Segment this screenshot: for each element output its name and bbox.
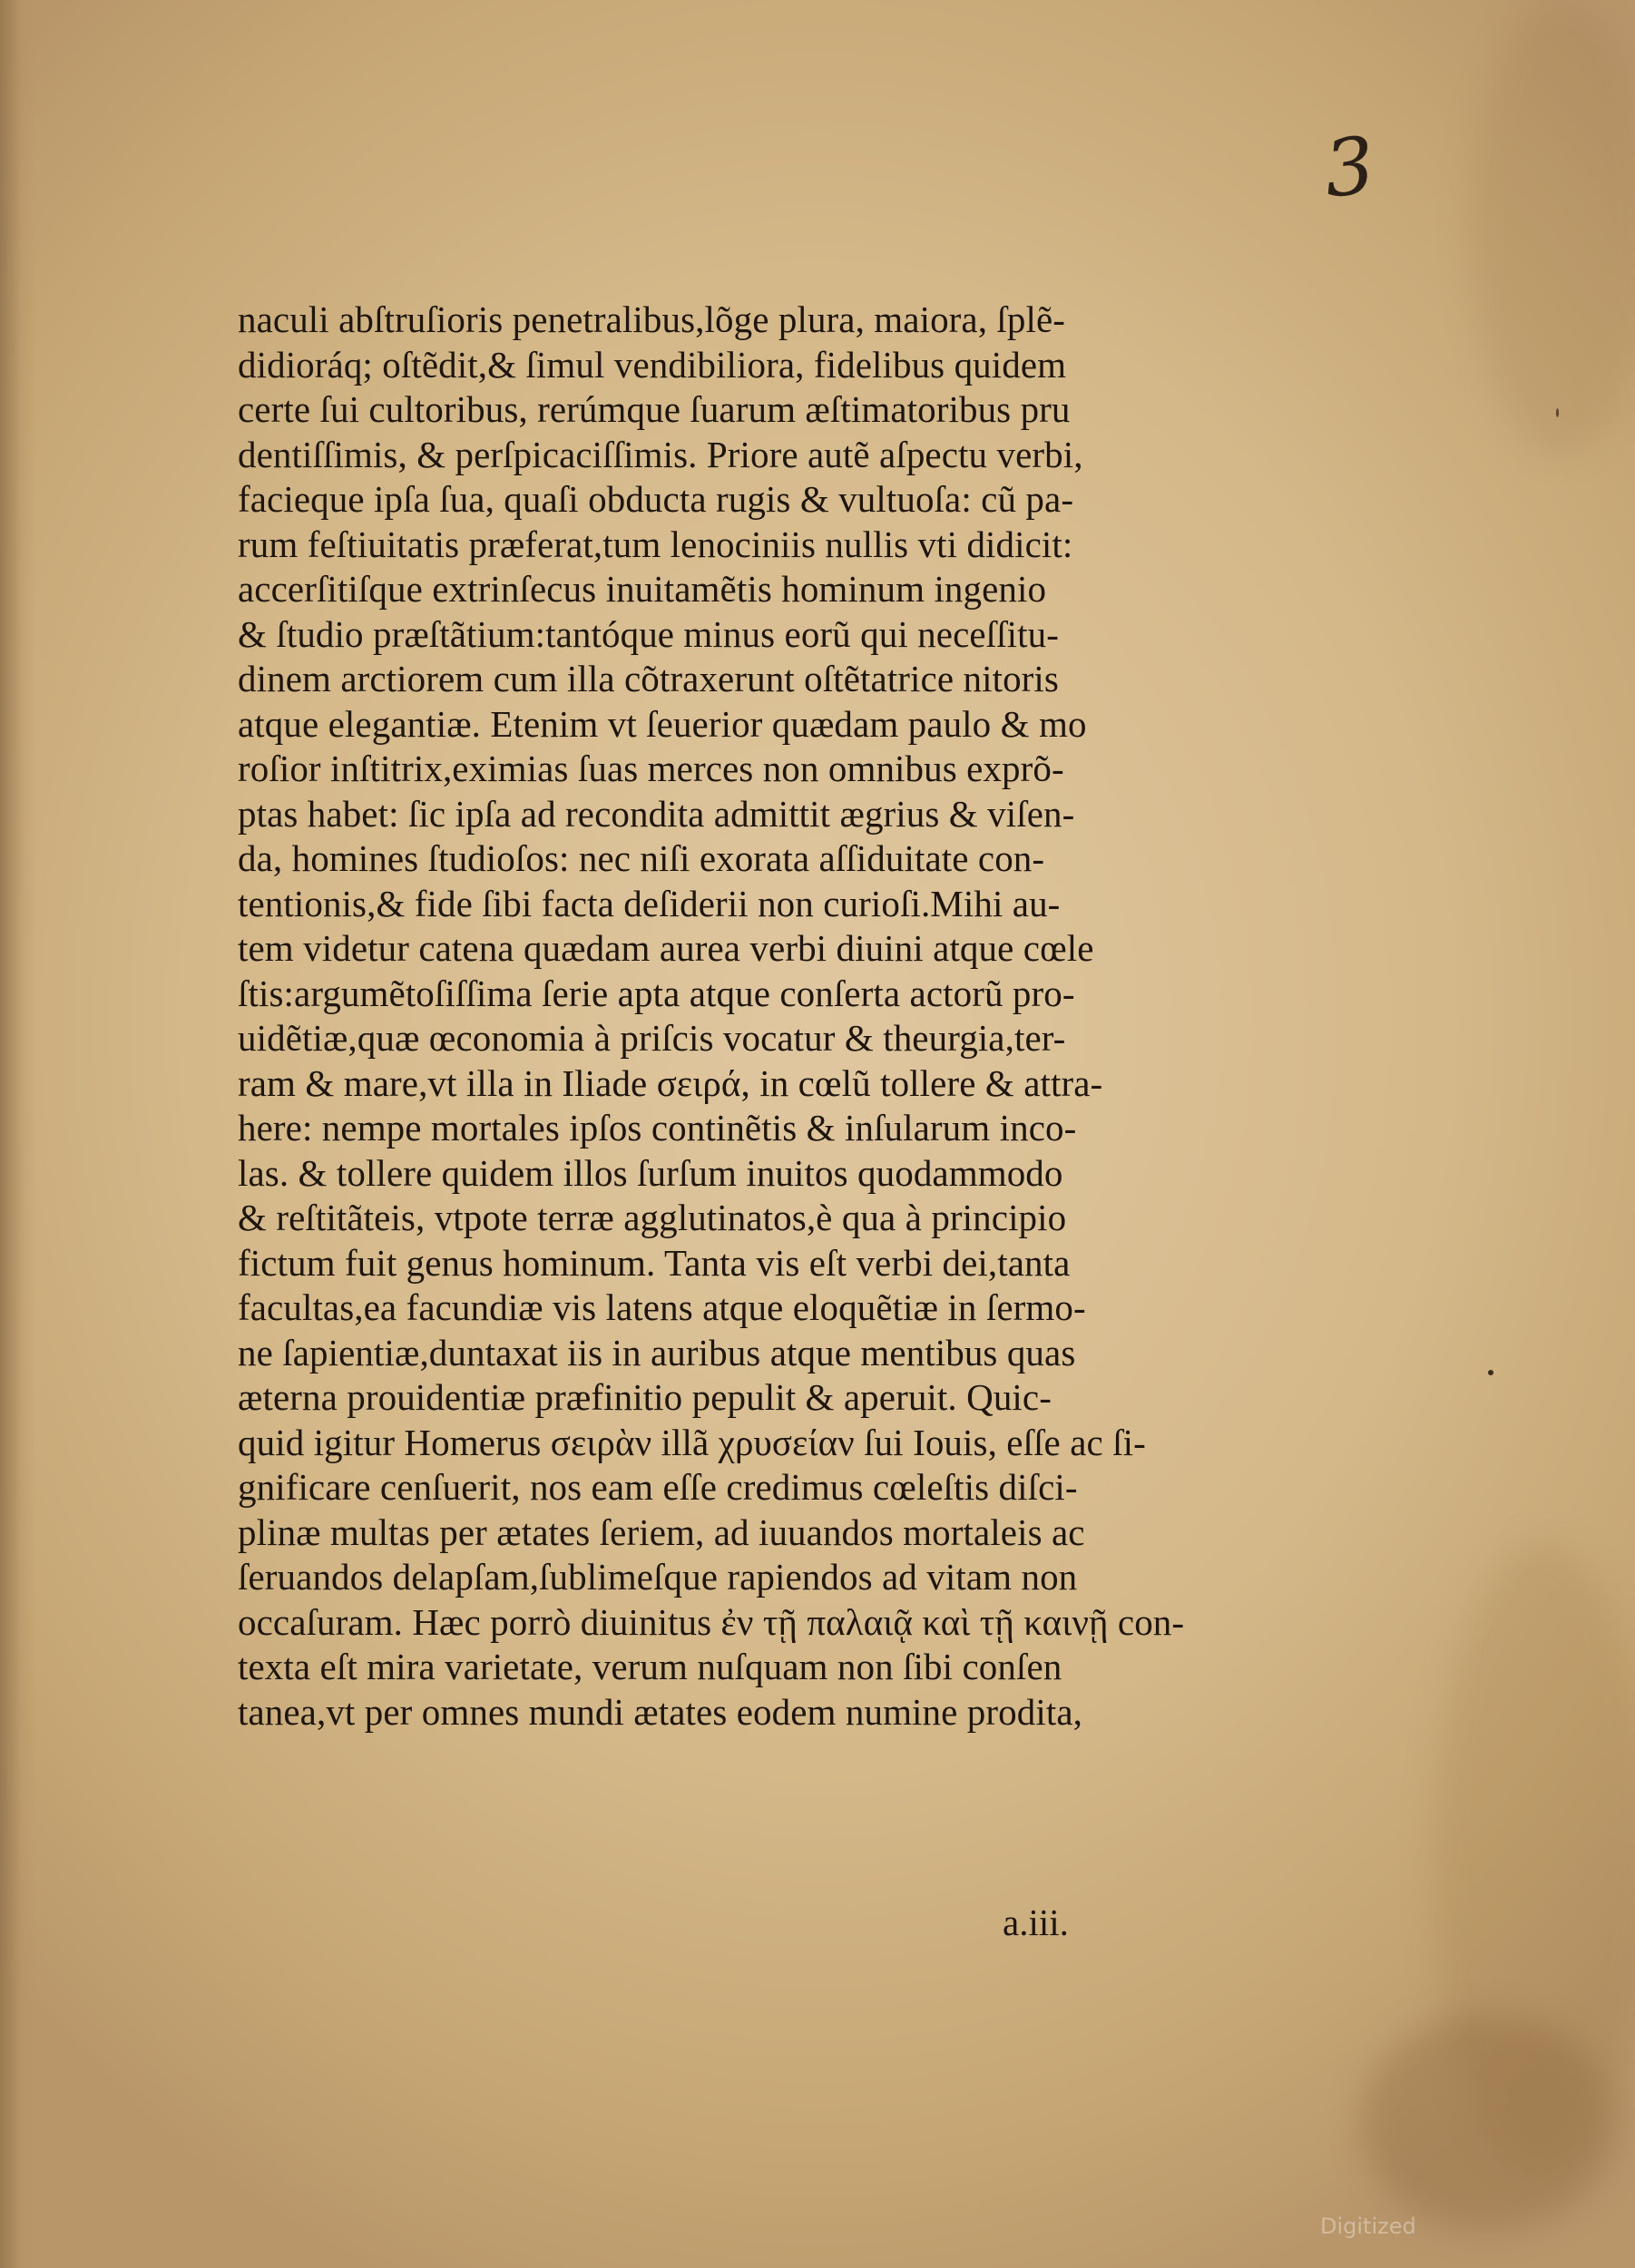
text-line: tentionis,& fide ſibi facta deſiderii non curioſi.Mihi au- — [238, 882, 1061, 924]
text-line: & ſtudio præſtãtium:tantóque minus eorũ qui neceſſitu- — [238, 612, 1059, 655]
text-line: occaſuram. Hæc porrò diuinitus ἐν τῇ παλαιᾷ καὶ τῇ καινῇ con- — [238, 1600, 1185, 1643]
text-line: gnificare cenſuerit, nos eam eſſe credimus cœleſtis diſci- — [238, 1466, 1078, 1508]
text-line: ſeruandos delapſam,ſublimeſque rapiendos ad vitam non — [238, 1556, 1078, 1598]
digitization-watermark: Digitized — [1320, 2214, 1416, 2239]
text-line: ptas habet: ſic ipſa ad recondita admittit ægrius & viſen- — [238, 792, 1075, 835]
paper-stain — [1470, 0, 1635, 454]
text-line: æterna prouidentiæ præfinitio pepulit & aperuit. Quic- — [238, 1376, 1052, 1418]
text-line: & reſtitãteis, vtpote terræ agglutinatos,è qua à principio — [238, 1197, 1067, 1238]
text-block — [238, 298, 1218, 1735]
text-line: dinem arctiorem cum illa cõtraxerunt oſtẽtatrice nitoris — [238, 658, 1059, 699]
text-line: quid igitur Homerus σειρὰν illã χρυσείαν ſui Iouis, eſſe ac ſi- — [238, 1421, 1146, 1463]
text-line: texta eſt mira varietate, verum nuſquam non ſibi conſen — [238, 1646, 1062, 1687]
text-line: tanea,vt per omnes mundi ætates eodem numine prodita, — [238, 1690, 1082, 1733]
folio-number: 3 — [1319, 120, 1379, 216]
text-line: roſior inſtitrix,eximias ſuas merces non omnibus exprõ- — [238, 748, 1064, 789]
text-line: certe ſui cultoribus, rerúmque ſuarum æſtimatoribus pru — [238, 388, 1071, 430]
text-line: fictum fuit genus hominum. Tanta vis eſt verbi dei,tanta — [238, 1241, 1071, 1284]
ink-speck — [1488, 1370, 1493, 1375]
text-line: didioráq; oſtẽdit,& ſimul vendibiliora, fidelibus quidem — [238, 343, 1067, 386]
text-line: da, homines ſtudioſos: nec niſi exorata aſſiduitate con- — [238, 837, 1045, 879]
text-line: plinæ multas per ætates ſeriem, ad iuuandos mortaleis ac — [238, 1510, 1085, 1553]
text-line: ſtis:argumẽtoſiſſima ſerie apta atque conſerta actorũ pro- — [238, 972, 1075, 1014]
text-line: rum feſtiuitatis præferat,tum lenociniis nullis vti didicit: — [238, 523, 1073, 565]
text-line: ram & mare,vt illa in Iliade σειρά, in cœlũ tollere & attra- — [238, 1061, 1103, 1104]
ink-speck — [1556, 408, 1559, 417]
text-line: atque elegantiæ. Etenim vt ſeuerior quædam paulo & mo — [238, 702, 1087, 745]
text-line: las. & tollere quidem illos ſurſum inuitos quodammodo — [238, 1151, 1063, 1194]
text-line: accerſitiſque extrinſecus inuitamẽtis hominum ingenio — [238, 568, 1047, 610]
text-line: naculi abſtruſioris penetralibus,lõge plura, maiora, ſplẽ- — [238, 298, 1066, 340]
text-line: facieque ipſa ſua, quaſi obducta rugis & vultuoſa: cũ pa- — [238, 478, 1074, 520]
signature-mark: a.iii. — [1003, 1901, 1069, 1943]
text-line: tem videtur catena quædam aurea verbi diuini atque cœle — [238, 927, 1094, 969]
text-line: ne ſapientiæ,duntaxat iis in auribus atque mentibus quas — [238, 1331, 1076, 1374]
text-line: uidẽtiæ,quæ œconomia à priſcis vocatur & theurgia,ter- — [238, 1017, 1066, 1059]
text-line: facultas,ea facundiæ vis latens atque eloquẽtiæ in ſermo- — [238, 1286, 1086, 1328]
paper-stain — [1361, 2014, 1615, 2232]
text-line: dentiſſimis, & perſpicaciſſimis. Priore autẽ aſpectu verbi, — [238, 433, 1083, 475]
page-edge-shadow — [0, 0, 36, 2268]
text-line: here: nempe mortales ipſos continẽtis & inſularum inco- — [238, 1107, 1077, 1149]
